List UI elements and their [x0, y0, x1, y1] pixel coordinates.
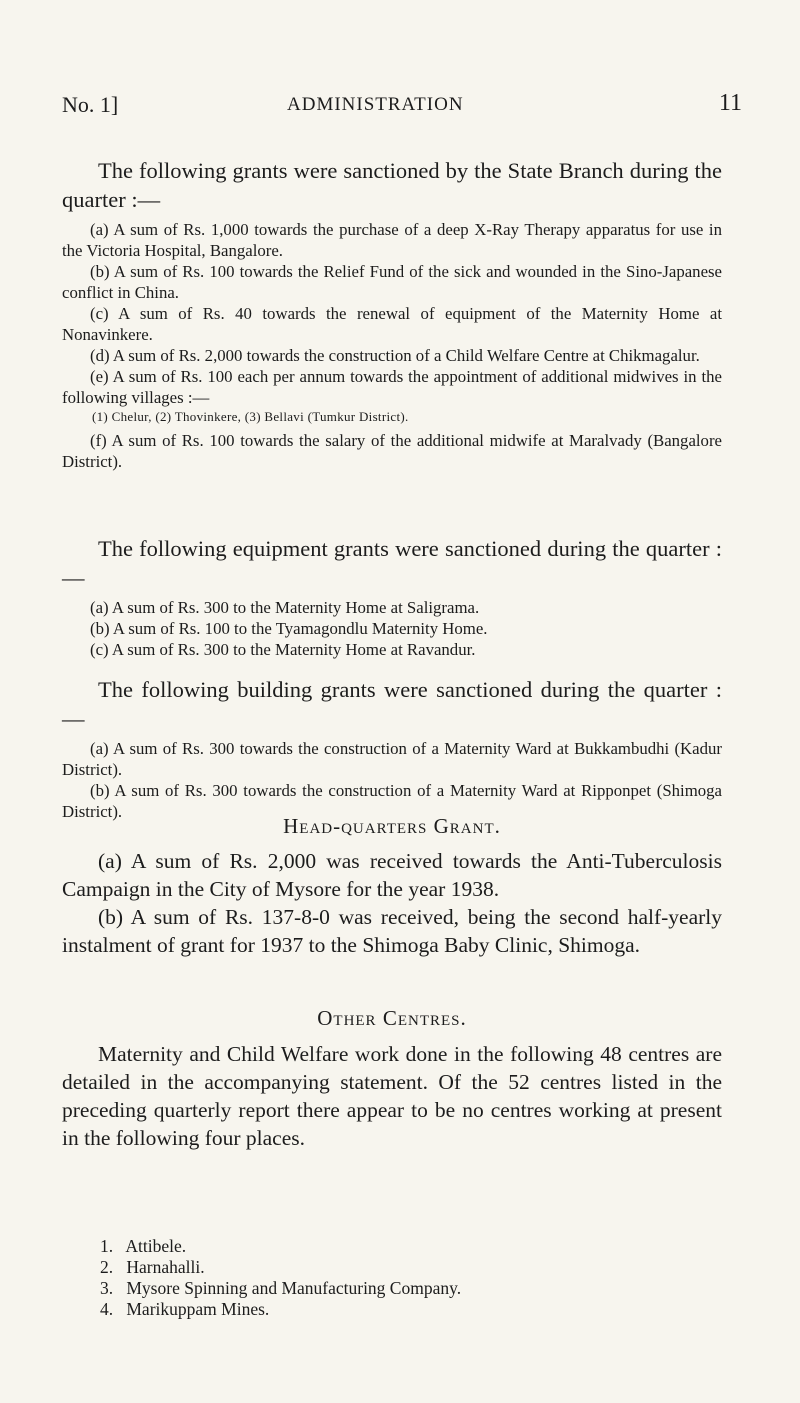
place-name: Harnahalli.: [126, 1257, 205, 1277]
grant-item: (b) A sum of Rs. 100 to the Tyamagondlu Maternity Home.: [90, 619, 488, 638]
list-number: 1.: [100, 1236, 114, 1256]
headquarters-section: [62, 847, 722, 959]
page-number: 11: [718, 90, 742, 116]
grant-item: (c) A sum of Rs. 300 to the Maternity Home at Ravandur.: [90, 640, 476, 659]
grant-item: (e) A sum of Rs. 100 each per annum towards the appointment of additional midwives in the following villages :—: [62, 367, 722, 407]
places-list: [62, 1236, 461, 1320]
grant-item: (c) A sum of Rs. 40 towards the renewal of equipment of the Maternity Home at Nonavinkere.: [62, 304, 722, 344]
headquarters-heading-block: [62, 814, 722, 839]
list-number: 2.: [100, 1257, 114, 1277]
grant-item: (f) A sum of Rs. 100 towards the salary of the additional midwife at Maralvady (Bangalore District).: [62, 431, 722, 471]
places-list-section: [62, 1236, 461, 1320]
other-centres-section: [62, 1040, 722, 1152]
other-centres-heading-block: [62, 1006, 722, 1031]
headquarters-item: (a) A sum of Rs. 2,000 was received towards the Anti-Tuberculosis Campaign in the City of Mysore for the year 1938.: [62, 849, 722, 901]
grant-item: (d) A sum of Rs. 2,000 towards the construction of a Child Welfare Centre at Chikmagalur.: [90, 346, 700, 365]
issue-number: No. 1]: [62, 92, 119, 117]
grant-item: (b) A sum of Rs. 300 towards the construction of a Maternity Ward at Ripponpet (Shimoga District).: [62, 781, 722, 821]
list-item: [100, 1236, 461, 1257]
grant-item: (a) A sum of Rs. 300 to the Maternity Home at Saligrama.: [90, 598, 480, 617]
building-grants-section: [62, 675, 722, 822]
other-centres-text: Maternity and Child Welfare work done in the following 48 centres are detailed in the accompanying statement. Of the 52 centres listed in the preceding quarterly report there appear to be no centres working at present in the following four places.: [62, 1042, 722, 1150]
grant-item: (a) A sum of Rs. 300 towards the construction of a Maternity Ward at Bukkambudhi (Kadur District).: [62, 739, 722, 779]
other-centres-heading: Other Centres.: [317, 1006, 467, 1030]
section-title: ADMINISTRATION: [287, 94, 464, 115]
state-grants-intro: The following grants were sanctioned by the State Branch during the quarter :—: [62, 158, 722, 212]
list-number: 3.: [100, 1278, 114, 1298]
headquarters-item: (b) A sum of Rs. 137-8-0 was received, being the second half-yearly instalment of grant for 1937 to the Shimoga Baby Clinic, Shimoga.: [62, 905, 722, 957]
grant-item: (b) A sum of Rs. 100 towards the Relief Fund of the sick and wounded in the Sino-Japanese conflict in China.: [62, 262, 722, 302]
equipment-grants-intro: The following equipment grants were sanctioned during the quarter :—: [62, 536, 722, 590]
grant-item: (a) A sum of Rs. 1,000 towards the purchase of a deep X-Ray Therapy apparatus for use in the Victoria Hospital, Bangalore.: [62, 220, 722, 260]
list-item: [100, 1257, 461, 1278]
building-grants-intro: The following building grants were sanctioned during the quarter : —: [62, 677, 722, 731]
place-name: Marikuppam Mines.: [126, 1299, 270, 1319]
place-name: Mysore Spinning and Manufacturing Company.: [126, 1278, 462, 1298]
list-number: 4.: [100, 1299, 114, 1319]
page-header: [62, 90, 742, 122]
villages-list: (1) Chelur, (2) Thovinkere, (3) Bellavi (Tumkur District).: [92, 409, 409, 424]
list-item: [100, 1278, 461, 1299]
place-name: Attibele.: [125, 1236, 187, 1256]
state-grants-section: [62, 156, 722, 472]
list-item: [100, 1299, 461, 1320]
headquarters-heading: Head-quarters Grant.: [283, 814, 501, 838]
equipment-grants-section: [62, 534, 722, 660]
